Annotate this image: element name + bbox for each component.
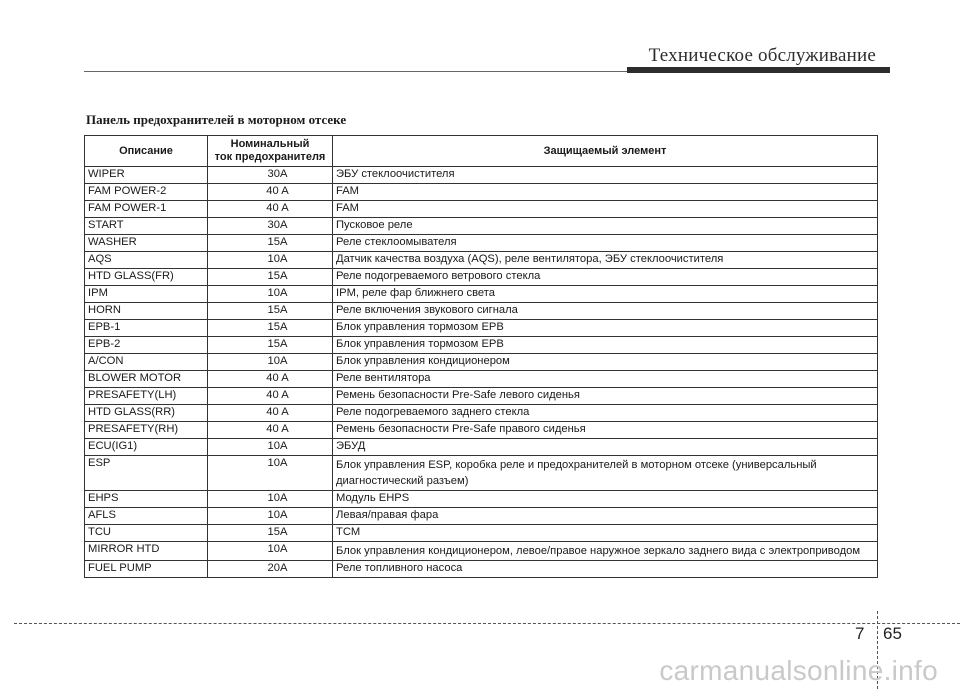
cell-description: FUEL PUMP <box>85 561 208 578</box>
table-row <box>85 320 878 337</box>
cell-rating: 40 A <box>208 201 333 218</box>
table-row <box>85 337 878 354</box>
table-row <box>85 456 878 491</box>
table-row <box>85 508 878 525</box>
table-row <box>85 371 878 388</box>
cell-description: AQS <box>85 252 208 269</box>
table-row <box>85 422 878 439</box>
cell-description: WASHER <box>85 235 208 252</box>
cell-rating: 30A <box>208 218 333 235</box>
table-row <box>85 167 878 184</box>
table-row <box>85 354 878 371</box>
cell-description: PRESAFETY(RH) <box>85 422 208 439</box>
page-number: 65 <box>883 624 902 643</box>
cell-rating: 40 A <box>208 371 333 388</box>
table-row <box>85 218 878 235</box>
cell-rating: 15A <box>208 525 333 542</box>
cell-description: BLOWER MOTOR <box>85 371 208 388</box>
header-description: Описание <box>85 136 208 167</box>
cell-rating: 15A <box>208 269 333 286</box>
cell-element: Реле вентилятора <box>333 371 878 388</box>
cell-description: PRESAFETY(LH) <box>85 388 208 405</box>
table-row <box>85 252 878 269</box>
cell-element: FAM <box>333 184 878 201</box>
header-rating-line1: Номинальный <box>230 138 310 150</box>
cell-rating: 40 A <box>208 388 333 405</box>
table-row <box>85 542 878 561</box>
cell-element: Реле стеклоомывателя <box>333 235 878 252</box>
cell-rating: 15A <box>208 320 333 337</box>
cell-element: Блок управления тормозом EPB <box>333 337 878 354</box>
cell-element: Реле подогреваемого ветрового стекла <box>333 269 878 286</box>
cell-rating: 40 A <box>208 184 333 201</box>
cell-element: IPM, реле фар ближнего света <box>333 286 878 303</box>
cell-description: ESP <box>85 456 208 491</box>
table-row <box>85 439 878 456</box>
cell-rating: 15A <box>208 337 333 354</box>
table-row <box>85 388 878 405</box>
table-row <box>85 491 878 508</box>
cell-rating: 15A <box>208 303 333 320</box>
table-row <box>85 525 878 542</box>
cell-rating: 10A <box>208 508 333 525</box>
cell-element: ЭБУД <box>333 439 878 456</box>
cell-element: FAM <box>333 201 878 218</box>
cell-description: AFLS <box>85 508 208 525</box>
cell-element: Ремень безопасности Pre-Safe правого сиденья <box>333 422 878 439</box>
cell-rating: 10A <box>208 542 333 561</box>
cell-description: IPM <box>85 286 208 303</box>
cell-description: A/CON <box>85 354 208 371</box>
cell-element: Датчик качества воздуха (AQS), реле вентилятора, ЭБУ стеклоочистителя <box>333 252 878 269</box>
table-row <box>85 303 878 320</box>
cell-description: EPB-1 <box>85 320 208 337</box>
watermark: carmanualsonline.info <box>659 655 938 686</box>
cell-description: MIRROR HTD <box>85 542 208 561</box>
fuse-table <box>84 135 878 578</box>
cell-description: EHPS <box>85 491 208 508</box>
cell-element: Блок управления кондиционером, левое/правое наружное зеркало заднего вида с электроприводом <box>333 542 878 561</box>
cell-rating: 10A <box>208 354 333 371</box>
cell-element: ЭБУ стеклоочистителя <box>333 167 878 184</box>
cell-description: WIPER <box>85 167 208 184</box>
cell-rating: 10A <box>208 491 333 508</box>
cell-element: Реле подогреваемого заднего стекла <box>333 405 878 422</box>
cell-description: EPB-2 <box>85 337 208 354</box>
cell-description: START <box>85 218 208 235</box>
cell-rating: 15A <box>208 235 333 252</box>
cell-description: TCU <box>85 525 208 542</box>
cell-element: Блок управления кондиционером <box>333 354 878 371</box>
cell-rating: 10A <box>208 252 333 269</box>
table-row <box>85 184 878 201</box>
table-row <box>85 561 878 578</box>
cell-description: FAM POWER-2 <box>85 184 208 201</box>
fuse-table-body <box>85 167 878 578</box>
cell-description: ECU(IG1) <box>85 439 208 456</box>
table-row <box>85 286 878 303</box>
table-row <box>85 201 878 218</box>
cell-element: Модуль EHPS <box>333 491 878 508</box>
cell-element: Блок управления ESP, коробка реле и предохранителей в моторном отсеке (универсальный диагностический разъем) <box>333 456 878 491</box>
cell-description: HTD GLASS(RR) <box>85 405 208 422</box>
header-rating-line2: ток предохранителя <box>214 151 326 163</box>
chapter-number: 7 <box>855 624 865 643</box>
cell-rating: 10A <box>208 456 333 491</box>
table-row <box>85 269 878 286</box>
cell-rating: 40 A <box>208 422 333 439</box>
header-rating <box>208 136 333 167</box>
cell-element: Левая/правая фара <box>333 508 878 525</box>
cell-description: FAM POWER-1 <box>85 201 208 218</box>
cell-description: HTD GLASS(FR) <box>85 269 208 286</box>
chapter-title: Техническое обслуживание <box>648 45 876 66</box>
header-rule-accent <box>627 67 890 73</box>
table-row <box>85 405 878 422</box>
cell-rating: 20A <box>208 561 333 578</box>
cell-rating: 10A <box>208 286 333 303</box>
cell-element: TCM <box>333 525 878 542</box>
cell-element: Пусковое реле <box>333 218 878 235</box>
footer-rule <box>14 623 960 624</box>
cell-rating: 40 A <box>208 405 333 422</box>
section-title: Панель предохранителей в моторном отсеке <box>86 112 347 127</box>
cell-element: Ремень безопасности Pre-Safe левого сиденья <box>333 388 878 405</box>
header-element: Защищаемый элемент <box>333 136 878 167</box>
cell-element: Реле топливного насоса <box>333 561 878 578</box>
cell-description: HORN <box>85 303 208 320</box>
cell-element: Блок управления тормозом EPB <box>333 320 878 337</box>
table-header-row <box>85 136 878 167</box>
cell-rating: 30A <box>208 167 333 184</box>
cell-rating: 10A <box>208 439 333 456</box>
cell-element: Реле включения звукового сигнала <box>333 303 878 320</box>
table-row <box>85 235 878 252</box>
